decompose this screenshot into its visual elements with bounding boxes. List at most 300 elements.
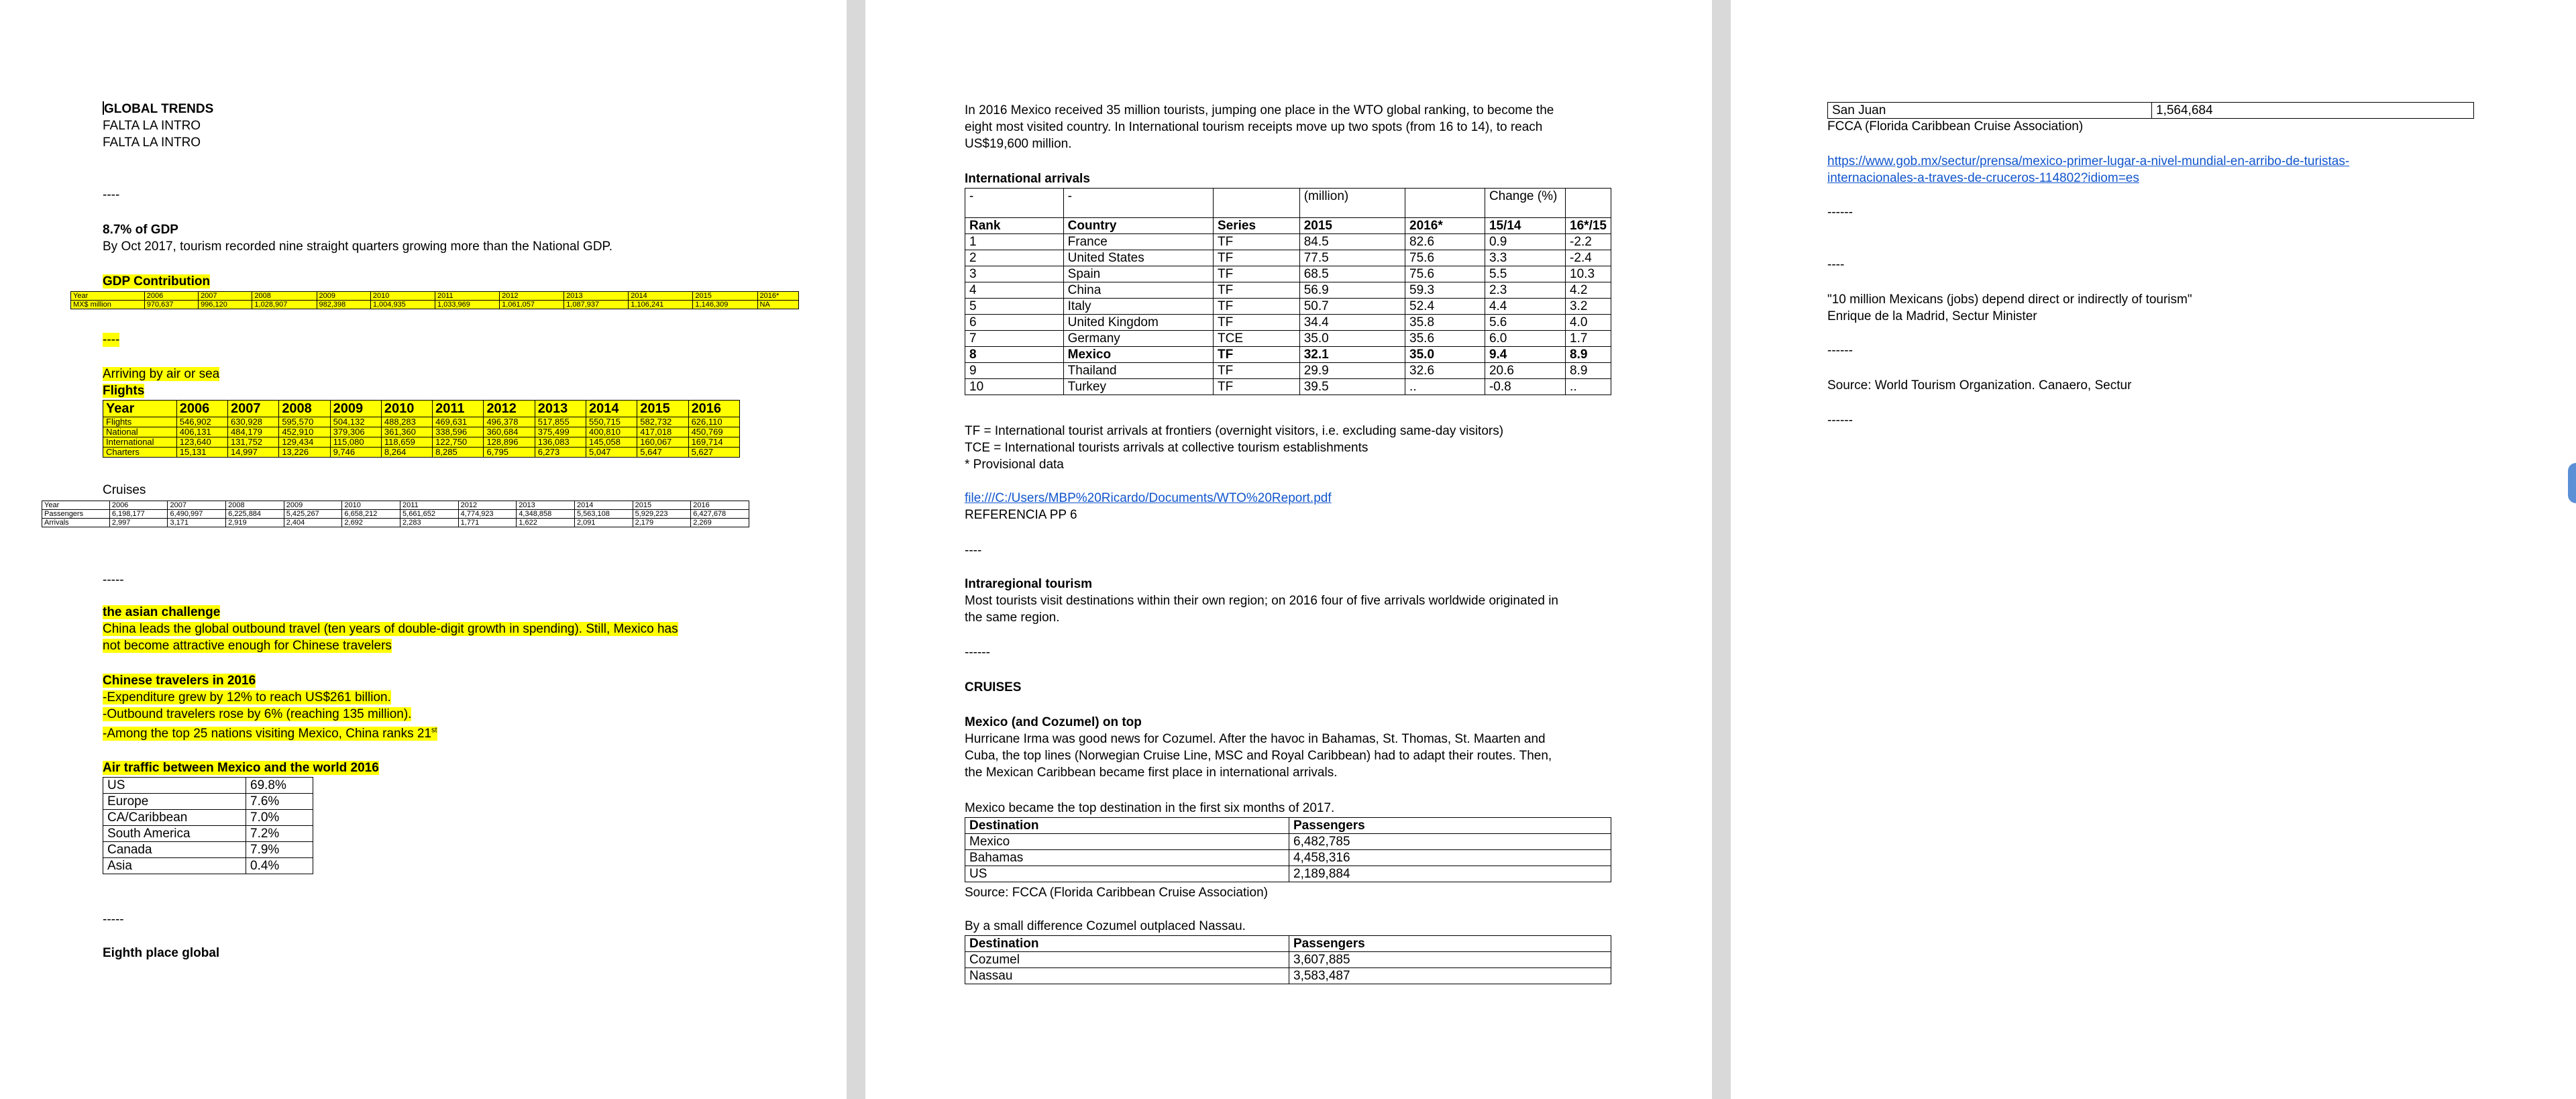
table-cell[interactable]: 2014: [629, 292, 693, 301]
table-cell[interactable]: 2015: [693, 292, 757, 301]
table-row: [42, 510, 749, 519]
table-cell[interactable]: 7.0%: [246, 810, 313, 826]
table-cell[interactable]: 504,132: [330, 417, 381, 427]
table-cell[interactable]: [1566, 189, 1611, 218]
table-row: [71, 301, 799, 309]
table-cell[interactable]: -: [965, 189, 1064, 218]
gdp-section: [103, 221, 612, 255]
table-cell[interactable]: 6,273: [535, 448, 586, 458]
table-cell[interactable]: 484,179: [228, 427, 279, 437]
arriving-text[interactable]: Arriving by air or sea: [103, 367, 220, 381]
table-cell[interactable]: 77.5: [1299, 250, 1405, 266]
table-cell[interactable]: Mexico: [965, 834, 1289, 850]
intraregional-section: [965, 576, 1558, 626]
table-cell[interactable]: 2008: [279, 401, 330, 417]
table-cell[interactable]: Cozumel: [965, 952, 1289, 968]
table-cell[interactable]: 2007: [199, 292, 252, 301]
table-cell[interactable]: 6,490,997: [168, 510, 226, 519]
table-cell[interactable]: Spain: [1063, 266, 1213, 282]
table-cell[interactable]: 8,264: [381, 448, 432, 458]
table-cell[interactable]: South America: [103, 826, 246, 842]
table-cell[interactable]: 595,570: [279, 417, 330, 427]
table-cell[interactable]: 6,658,212: [342, 510, 400, 519]
table-cell[interactable]: 1,771: [458, 519, 517, 527]
table-cell[interactable]: 361,360: [381, 427, 432, 437]
table-cell[interactable]: 1,061,057: [500, 301, 564, 309]
side-panel-handle[interactable]: [2568, 463, 2576, 503]
table-cell[interactable]: 1,106,241: [629, 301, 693, 309]
separator: ----: [965, 543, 982, 558]
table-cell[interactable]: ..: [1405, 379, 1485, 395]
table-cell[interactable]: 9: [965, 363, 1064, 379]
table-cell[interactable]: 35.6: [1405, 331, 1485, 347]
table-cell[interactable]: 35.8: [1405, 315, 1485, 331]
table-row: [103, 437, 740, 448]
table-cell[interactable]: 2012: [458, 501, 517, 510]
table-cell[interactable]: 6: [965, 315, 1064, 331]
table-cell[interactable]: San Juan: [1828, 103, 2152, 119]
table-cell[interactable]: 169,714: [688, 437, 739, 448]
table-cell[interactable]: TF: [1214, 266, 1300, 282]
cruises-title[interactable]: Cruises: [103, 483, 146, 497]
table-cell[interactable]: 2009: [330, 401, 381, 417]
table-cell[interactable]: 8,285: [433, 448, 484, 458]
table-cell[interactable]: 2016: [688, 401, 739, 417]
table-cell[interactable]: US: [103, 778, 246, 794]
table-cell[interactable]: 996,120: [199, 301, 252, 309]
gdp-contrib-title[interactable]: GDP Contribution: [103, 274, 211, 289]
table-cell[interactable]: 75.6: [1405, 266, 1485, 282]
table-cell[interactable]: 84.5: [1299, 234, 1405, 250]
note[interactable]: * Provisional data: [965, 458, 1064, 472]
gdp-text[interactable]: By Oct 2017, tourism recorded nine straight quarters growing more than the National GDP.: [103, 240, 613, 254]
table-cell[interactable]: 2009: [284, 501, 342, 510]
table-cell[interactable]: TF: [1214, 282, 1300, 299]
chinese-item[interactable]: -Outbound travelers rose by 6% (reaching 135 million).: [103, 707, 412, 721]
table-cell[interactable]: 0.9: [1485, 234, 1565, 250]
table-cell[interactable]: 6,198,177: [109, 510, 168, 519]
cozumel-title[interactable]: Mexico (and Cozumel) on top: [965, 715, 1142, 729]
table-cell[interactable]: 2,692: [342, 519, 400, 527]
column-header[interactable]: Destination: [965, 818, 1289, 834]
arrivals-title[interactable]: International arrivals: [965, 172, 1090, 186]
column-header[interactable]: Destination: [965, 936, 1289, 952]
cozumel-text[interactable]: Cuba, the top lines (Norwegian Cruise Line, MSC and Royal Caribbean) had to adapt their routes. Then,: [965, 749, 1552, 763]
table-cell[interactable]: Change (%): [1485, 189, 1565, 218]
table-cell[interactable]: 5.6: [1485, 315, 1565, 331]
table-cell[interactable]: 82.6: [1405, 234, 1485, 250]
table-cell[interactable]: 2,179: [633, 519, 691, 527]
table-cell[interactable]: 2011: [433, 401, 484, 417]
table-cell[interactable]: 3.3: [1485, 250, 1565, 266]
separator: ------: [1827, 205, 1853, 219]
table-cell[interactable]: 2014: [574, 501, 633, 510]
table-cell[interactable]: 488,283: [381, 417, 432, 427]
destination-table: [965, 817, 1611, 882]
table-cell[interactable]: 5,929,223: [633, 510, 691, 519]
table-cell[interactable]: TF: [1214, 363, 1300, 379]
table-cell[interactable]: 626,110: [688, 417, 739, 427]
cozumel-text[interactable]: the Mexican Caribbean became first place in international arrivals.: [965, 766, 1338, 780]
table-cell[interactable]: 5,563,108: [574, 510, 633, 519]
table-cell[interactable]: 6,427,678: [691, 510, 749, 519]
asian-text[interactable]: China leads the global outbound travel (ten years of double-digit growth in spending). Still, Mexico has: [103, 622, 678, 636]
table-cell[interactable]: 2015: [633, 501, 691, 510]
table-cell[interactable]: 52.4: [1405, 299, 1485, 315]
table-cell[interactable]: 5,425,267: [284, 510, 342, 519]
table-cell[interactable]: US: [965, 866, 1289, 882]
table-cell[interactable]: 496,378: [484, 417, 535, 427]
table-cell[interactable]: 5,647: [637, 448, 688, 458]
quote-text[interactable]: "10 million Mexicans (jobs) depend direct or indirectly of tourism": [1827, 293, 2192, 307]
table-cell[interactable]: 1.7: [1566, 331, 1611, 347]
table-cell[interactable]: 3,171: [168, 519, 226, 527]
table-cell[interactable]: 4: [965, 282, 1064, 299]
table-cell[interactable]: (million): [1299, 189, 1405, 218]
table-cell[interactable]: 8: [965, 347, 1064, 363]
table-cell[interactable]: 2,997: [109, 519, 168, 527]
table-cell[interactable]: 128,896: [484, 437, 535, 448]
table-cell[interactable]: TF: [1214, 347, 1300, 363]
table-cell[interactable]: 8.9: [1566, 363, 1611, 379]
table-cell[interactable]: 2009: [317, 292, 370, 301]
table-cell[interactable]: 6,482,785: [1289, 834, 1611, 850]
table-cell[interactable]: 115,080: [330, 437, 381, 448]
table-cell[interactable]: 970,637: [144, 301, 198, 309]
table-cell[interactable]: 5: [965, 299, 1064, 315]
table-cell[interactable]: 9.4: [1485, 347, 1565, 363]
intro-line[interactable]: FALTA LA INTRO: [103, 119, 201, 133]
table-cell[interactable]: 2: [965, 250, 1064, 266]
table-cell[interactable]: 1,004,935: [370, 301, 435, 309]
table-cell[interactable]: 4.4: [1485, 299, 1565, 315]
table-row: [103, 858, 313, 874]
table-cell[interactable]: 2011: [400, 501, 459, 510]
table-cell[interactable]: TF: [1214, 234, 1300, 250]
table-cell[interactable]: 2,283: [400, 519, 459, 527]
table-cell[interactable]: Series: [1214, 218, 1300, 234]
table-cell[interactable]: China: [1063, 282, 1213, 299]
table-cell[interactable]: Arrivals: [42, 519, 110, 527]
table-cell[interactable]: Passengers: [42, 510, 110, 519]
table-cell[interactable]: 7: [965, 331, 1064, 347]
table-cell[interactable]: 32.1: [1299, 347, 1405, 363]
table-cell[interactable]: 2015: [1299, 218, 1405, 234]
destination-source[interactable]: Source: FCCA (Florida Caribbean Cruise Association): [965, 886, 1268, 900]
gdp-title[interactable]: 8.7% of GDP: [103, 223, 178, 237]
table-cell[interactable]: -2.4: [1566, 250, 1611, 266]
table-cell[interactable]: Thailand: [1063, 363, 1213, 379]
table-cell[interactable]: 6.0: [1485, 331, 1565, 347]
file-link[interactable]: file:///C:/Users/MBP%20Ricardo/Documents/WTO%20Report.pdf: [965, 491, 1332, 505]
table-cell[interactable]: 3,583,487: [1289, 968, 1611, 984]
table-cell[interactable]: -: [1063, 189, 1213, 218]
table-cell[interactable]: 2010: [381, 401, 432, 417]
table-cell[interactable]: 20.6: [1485, 363, 1565, 379]
table-cell[interactable]: 75.6: [1405, 250, 1485, 266]
table-cell[interactable]: 1: [965, 234, 1064, 250]
table-cell[interactable]: CA/Caribbean: [103, 810, 246, 826]
table-cell[interactable]: 517,855: [535, 417, 586, 427]
table-cell[interactable]: 13,226: [279, 448, 330, 458]
table-cell[interactable]: 2016*: [757, 292, 798, 301]
table-row: [965, 315, 1611, 331]
table-cell[interactable]: 39.5: [1299, 379, 1405, 395]
sectur-link[interactable]: https://www.gob.mx/sectur/prensa/mexico-primer-lugar-a-nivel-mundial-en-arribo-de-turistas- internacionales-a-traves-de-cruceros-114802?idiom=es: [1827, 154, 2350, 185]
table-cell[interactable]: 2,404: [284, 519, 342, 527]
table-cell[interactable]: NA: [757, 301, 798, 309]
table-cell[interactable]: 136,083: [535, 437, 586, 448]
table-cell[interactable]: 1,146,309: [693, 301, 757, 309]
table-cell[interactable]: 1,028,907: [252, 301, 317, 309]
chinese-title[interactable]: Chinese travelers in 2016: [103, 674, 256, 688]
table-cell[interactable]: 2013: [535, 401, 586, 417]
fcca-text[interactable]: FCCA (Florida Caribbean Cruise Association): [1827, 119, 2084, 134]
table-cell[interactable]: 630,928: [228, 417, 279, 427]
table-cell[interactable]: 10: [965, 379, 1064, 395]
table-row: [965, 331, 1611, 347]
small-difference-text[interactable]: By a small difference Cozumel outplaced Nassau.: [965, 919, 1246, 933]
table-cell[interactable]: Flights: [103, 417, 177, 427]
table-cell[interactable]: 2013: [517, 501, 575, 510]
table-cell[interactable]: 7.2%: [246, 826, 313, 842]
table-cell[interactable]: 122,750: [433, 437, 484, 448]
table-cell[interactable]: 5,047: [586, 448, 637, 458]
table-cell[interactable]: 1,564,684: [2152, 103, 2474, 119]
table-cell[interactable]: 35.0: [1405, 347, 1485, 363]
table-cell[interactable]: 160,067: [637, 437, 688, 448]
gdp-contribution-table: [70, 291, 799, 309]
asian-title[interactable]: the asian challenge: [103, 605, 221, 619]
table-cell[interactable]: 4,348,858: [517, 510, 575, 519]
table-cell[interactable]: Country: [1063, 218, 1213, 234]
table-cell[interactable]: 5,661,652: [400, 510, 459, 519]
table-cell[interactable]: 2007: [168, 501, 226, 510]
table-cell[interactable]: 2013: [564, 292, 629, 301]
table-cell[interactable]: 4.2: [1566, 282, 1611, 299]
table-cell[interactable]: 2016*: [1405, 218, 1485, 234]
intraregional-text[interactable]: the same region.: [965, 611, 1060, 625]
table-cell[interactable]: 2.3: [1485, 282, 1565, 299]
table-cell[interactable]: 2012: [484, 401, 535, 417]
table-cell[interactable]: 450,769: [688, 427, 739, 437]
column-header[interactable]: Passengers: [1289, 818, 1611, 834]
table-cell[interactable]: 129,434: [279, 437, 330, 448]
separator: ----: [103, 188, 120, 202]
table-cell[interactable]: Year: [103, 401, 177, 417]
table-cell[interactable]: 131,752: [228, 437, 279, 448]
table-cell[interactable]: 1,087,937: [564, 301, 629, 309]
table-cell[interactable]: 982,398: [317, 301, 370, 309]
table-cell[interactable]: TF: [1214, 315, 1300, 331]
intraregional-title[interactable]: Intraregional tourism: [965, 577, 1093, 591]
table-cell[interactable]: 3: [965, 266, 1064, 282]
separator: ------: [965, 645, 990, 660]
source-text[interactable]: Source: World Tourism Organization. Canaero, Sectur: [1827, 378, 2132, 392]
asian-text[interactable]: not become attractive enough for Chinese travelers: [103, 639, 392, 653]
table-cell[interactable]: 10.3: [1566, 266, 1611, 282]
table-row: [965, 363, 1611, 379]
table-cell[interactable]: 0.4%: [246, 858, 313, 874]
table-cell[interactable]: 360,684: [484, 427, 535, 437]
table-cell[interactable]: 550,715: [586, 417, 637, 427]
table-cell[interactable]: [1214, 189, 1300, 218]
table-cell[interactable]: 145,058: [586, 437, 637, 448]
table-cell[interactable]: 15/14: [1485, 218, 1565, 234]
table-cell[interactable]: Italy: [1063, 299, 1213, 315]
table-cell[interactable]: Europe: [103, 794, 246, 810]
table-cell[interactable]: Germany: [1063, 331, 1213, 347]
asian-section: [103, 604, 678, 654]
table-cell[interactable]: 375,499: [535, 427, 586, 437]
table-cell[interactable]: 582,732: [637, 417, 688, 427]
intro-paragraph[interactable]: In 2016 Mexico received 35 million tourists, jumping one place in the WTO global ranking, to become the eight most visited country. In International tourism receipts move up two spots (from 16 to 14), to reach US$19,600 million.: [965, 103, 1554, 151]
table-cell[interactable]: -2.2: [1566, 234, 1611, 250]
table-cell[interactable]: 2008: [252, 292, 317, 301]
table-cell[interactable]: Year: [42, 501, 110, 510]
table-cell[interactable]: 7.9%: [246, 842, 313, 858]
chinese-section: [103, 672, 437, 742]
table-cell[interactable]: Canada: [103, 842, 246, 858]
table-cell[interactable]: 2010: [370, 292, 435, 301]
table-cell[interactable]: MX$ million: [71, 301, 145, 309]
intraregional-text[interactable]: Most tourists visit destinations within their own region; on 2016 four of five arrivals worldwide originated in: [965, 594, 1558, 608]
note[interactable]: TF = International tourist arrivals at frontiers (overnight visitors, i.e. excluding same-day visitors): [965, 424, 1504, 438]
table-cell[interactable]: National: [103, 427, 177, 437]
table-cell[interactable]: 2015: [637, 401, 688, 417]
table-cell[interactable]: 2016: [691, 501, 749, 510]
table-cell[interactable]: 2011: [435, 292, 499, 301]
table-cell[interactable]: 1,622: [517, 519, 575, 527]
table-cell[interactable]: 69.8%: [246, 778, 313, 794]
table-cell[interactable]: 2,189,884: [1289, 866, 1611, 882]
table-cell[interactable]: 2,919: [226, 519, 284, 527]
table-cell[interactable]: Year: [71, 292, 145, 301]
table-row: [965, 952, 1611, 968]
table-cell[interactable]: ..: [1566, 379, 1611, 395]
note[interactable]: TCE = International tourists arrivals at collective tourism establishments: [965, 441, 1368, 455]
table-cell[interactable]: 546,902: [176, 417, 227, 427]
table-cell[interactable]: 406,131: [176, 427, 227, 437]
table-cell[interactable]: United States: [1063, 250, 1213, 266]
table-cell[interactable]: Nassau: [965, 968, 1289, 984]
reference-text[interactable]: REFERENCIA PP 6: [965, 508, 1077, 522]
table-cell[interactable]: 469,631: [433, 417, 484, 427]
table-cell[interactable]: 400,810: [586, 427, 637, 437]
column-header[interactable]: Passengers: [1289, 936, 1611, 952]
table-cell[interactable]: 379,306: [330, 427, 381, 437]
table-cell[interactable]: 56.9: [1299, 282, 1405, 299]
table-cell[interactable]: 118,659: [381, 437, 432, 448]
table-cell[interactable]: Rank: [965, 218, 1064, 234]
table-cell[interactable]: 452,910: [279, 427, 330, 437]
table-cell[interactable]: Charters: [103, 448, 177, 458]
table-cell[interactable]: -0.8: [1485, 379, 1565, 395]
air-traffic-table: [103, 777, 313, 874]
table-row: [965, 250, 1611, 266]
table-cell[interactable]: 417,018: [637, 427, 688, 437]
table-cell[interactable]: Mexico: [1063, 347, 1213, 363]
table-cell[interactable]: Bahamas: [965, 850, 1289, 866]
table-cell[interactable]: 8.9: [1566, 347, 1611, 363]
table-cell[interactable]: 2014: [586, 401, 637, 417]
table-cell[interactable]: 5.5: [1485, 266, 1565, 282]
table-cell[interactable]: 4.0: [1566, 315, 1611, 331]
table-cell[interactable]: 32.6: [1405, 363, 1485, 379]
table-row: [965, 282, 1611, 299]
table-cell[interactable]: 4,774,923: [458, 510, 517, 519]
table-cell[interactable]: 16*/15: [1566, 218, 1611, 234]
table-cell[interactable]: TF: [1214, 250, 1300, 266]
table-cell[interactable]: 338,596: [433, 427, 484, 437]
table-cell[interactable]: 3,607,885: [1289, 952, 1611, 968]
table-cell[interactable]: 9,746: [330, 448, 381, 458]
cozumel-text[interactable]: Hurricane Irma was good news for Cozumel. After the havoc in Bahamas, St. Thomas, St. Maarten and: [965, 732, 1546, 746]
table-cell[interactable]: 2006: [176, 401, 227, 417]
table-cell[interactable]: TF: [1214, 299, 1300, 315]
table-cell[interactable]: 2,091: [574, 519, 633, 527]
table-cell[interactable]: 6,795: [484, 448, 535, 458]
quote-author[interactable]: Enrique de la Madrid, Sectur Minister: [1827, 309, 2037, 323]
table-cell[interactable]: 2006: [109, 501, 168, 510]
table-cell[interactable]: 7.6%: [246, 794, 313, 810]
table-row: [965, 850, 1611, 866]
table-cell[interactable]: 2010: [342, 501, 400, 510]
chinese-item[interactable]: -Among the top 25 nations visiting Mexico, China ranks 21st: [103, 727, 437, 741]
table-cell[interactable]: 2008: [226, 501, 284, 510]
table-cell[interactable]: 59.3: [1405, 282, 1485, 299]
table-row: [965, 866, 1611, 882]
table-cell[interactable]: 29.9: [1299, 363, 1405, 379]
chinese-item[interactable]: -Expenditure grew by 12% to reach US$261 billion.: [103, 690, 391, 704]
table-cell[interactable]: 1,033,969: [435, 301, 499, 309]
table-row: [965, 189, 1611, 218]
top-destination-text[interactable]: Mexico became the top destination in the first six months of 2017.: [965, 801, 1335, 815]
table-cell[interactable]: 123,640: [176, 437, 227, 448]
table-cell[interactable]: 2007: [228, 401, 279, 417]
intro-line[interactable]: FALTA LA INTRO: [103, 136, 201, 150]
table-cell[interactable]: TCE: [1214, 331, 1300, 347]
table-cell[interactable]: United Kingdom: [1063, 315, 1213, 331]
table-cell[interactable]: [1405, 189, 1485, 218]
table-cell[interactable]: 2006: [144, 292, 198, 301]
eighth-place-title[interactable]: Eighth place global: [103, 946, 220, 960]
table-cell[interactable]: International: [103, 437, 177, 448]
cruises-heading[interactable]: CRUISES: [965, 680, 1022, 694]
table-cell[interactable]: 50.7: [1299, 299, 1405, 315]
flights-title[interactable]: Flights: [103, 384, 145, 398]
table-cell[interactable]: France: [1063, 234, 1213, 250]
table-cell[interactable]: 35.0: [1299, 331, 1405, 347]
flights-table: [103, 400, 740, 458]
arrivals-notes: [965, 423, 1503, 473]
table-cell[interactable]: 2012: [500, 292, 564, 301]
table-cell[interactable]: 4,458,316: [1289, 850, 1611, 866]
air-traffic-title[interactable]: Air traffic between Mexico and the world 2016: [103, 761, 379, 775]
table-cell[interactable]: Turkey: [1063, 379, 1213, 395]
table-cell[interactable]: TF: [1214, 379, 1300, 395]
table-cell[interactable]: 5,627: [688, 448, 739, 458]
table-cell[interactable]: 6,225,884: [226, 510, 284, 519]
table-cell[interactable]: Asia: [103, 858, 246, 874]
table-cell[interactable]: 14,997: [228, 448, 279, 458]
page-heading[interactable]: GLOBAL TRENDS: [104, 102, 214, 116]
table-cell[interactable]: 2,269: [691, 519, 749, 527]
table-cell[interactable]: 3.2: [1566, 299, 1611, 315]
table-cell[interactable]: 68.5: [1299, 266, 1405, 282]
table-cell[interactable]: 15,131: [176, 448, 227, 458]
table-cell[interactable]: 34.4: [1299, 315, 1405, 331]
